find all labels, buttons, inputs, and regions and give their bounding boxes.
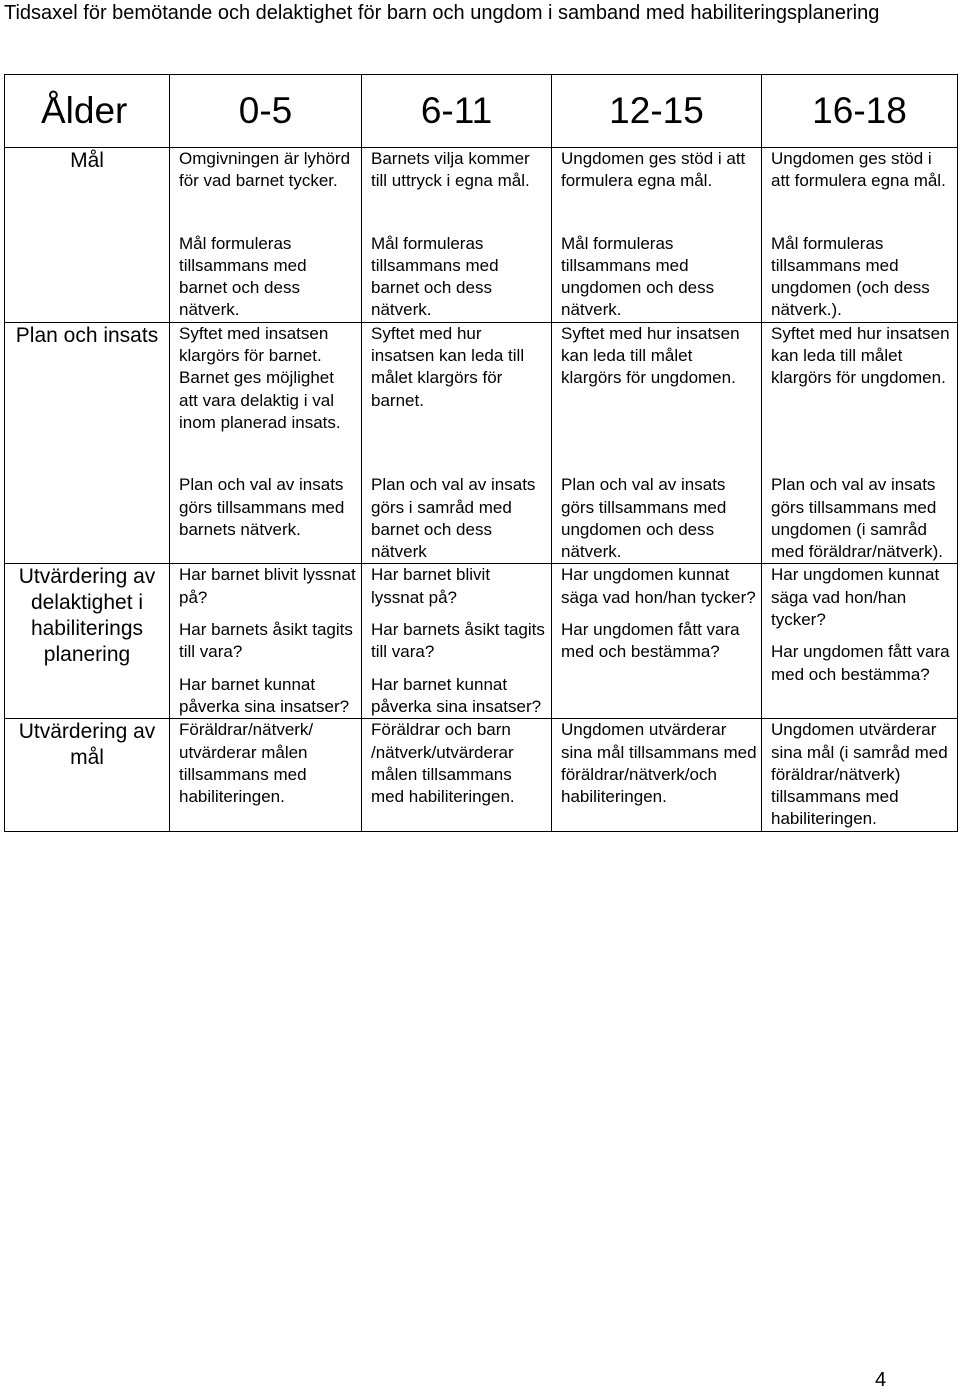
age-column-0-5: 0-5 <box>170 75 362 148</box>
cell-text: Har ungdomen kunnat säga vad hon/han tycker? <box>561 565 756 607</box>
cell-text: Syftet med hur insatsen kan leda till målet klargörs för barnet. <box>371 323 525 410</box>
cell-text: Plan och val av insats görs tillsammans med ungdomen och dess nätverk. <box>561 475 727 562</box>
cell-text: Ungdomen utvärderar sina mål tillsammans med föräldrar/nätverk/och habiliteringen. <box>561 720 757 807</box>
spacer-cell <box>762 434 958 474</box>
section-row-mal <box>5 148 958 193</box>
cell-plan-och-insats-age-3 <box>762 322 958 434</box>
cell-text: Mål formuleras tillsammans med barnet och dess nätverk. <box>371 233 499 320</box>
cell-plan-och-insats-age-2 <box>552 322 762 434</box>
spacer-cell <box>552 434 762 474</box>
cell-text: Föräldrar/nätverk/ utvärderar målen tillsammans med habiliteringen. <box>179 720 314 807</box>
section-row-utvardering-av-delaktighet-i-habiliterings-planering <box>5 564 958 719</box>
section-row-plan-och-insats <box>5 474 958 564</box>
cell-mal-age-3 <box>762 233 958 323</box>
cell-plan-och-insats-age-1 <box>362 322 552 434</box>
cell-text: Föräldrar och barn /nätverk/utvärderar målen tillsammans med habiliteringen. <box>371 720 515 807</box>
cell-text: Mål formuleras tillsammans med ungdomen (och dess nätverk.). <box>771 233 930 320</box>
row-label-mal <box>5 233 170 323</box>
spacer-cell <box>5 434 170 474</box>
table-sections <box>5 148 958 832</box>
cell-plan-och-insats-age-0 <box>170 322 362 434</box>
age-column-16-18: 16-18 <box>762 75 958 148</box>
cell-utvardering-av-mal-age-3 <box>762 719 958 831</box>
cell-text: Syftet med insatsen klargörs för barnet. Barnet ges möjlighet att vara delaktig i val inom planerad insats. <box>179 323 341 432</box>
cell-utvardering-av-delaktighet-i-habiliterings-planering-age-0 <box>170 564 362 719</box>
age-header-row <box>5 75 958 148</box>
cell-mal-age-2 <box>552 148 762 193</box>
cell-text: Omgivningen är lyhörd för vad barnet tycker. <box>179 149 351 191</box>
cell-text: Plan och val av insats görs tillsammans med barnets nätverk. <box>179 475 345 539</box>
cell-text: Har barnets åsikt tagits till vara? <box>179 620 353 662</box>
cell-text: Har barnets åsikt tagits till vara? <box>371 620 545 662</box>
row-label-utvardering-av-delaktighet-i-habiliterings-planering: Utvärdering av delaktighet i habiliterings planering <box>5 564 170 719</box>
row-label-plan-och-insats <box>5 474 170 564</box>
row-label-plan-och-insats: Plan och insats <box>5 322 170 434</box>
cell-plan-och-insats-age-3 <box>762 474 958 564</box>
cell-mal-age-1 <box>362 148 552 193</box>
cell-text: Ungdomen ges stöd i att formulera egna mål. <box>561 149 746 191</box>
cell-text: Har ungdomen fått vara med och bestämma? <box>561 620 740 662</box>
cell-text: Har barnet kunnat påverka sina insatser? <box>371 674 542 716</box>
spacer-cell <box>5 193 170 233</box>
spacer-cell <box>362 434 552 474</box>
cell-text: Syftet med hur insatsen kan leda till målet klargörs för ungdomen. <box>771 323 950 388</box>
row-spacer <box>5 434 958 474</box>
cell-text: Syftet med hur insatsen kan leda till målet klargörs för ungdomen. <box>561 323 740 388</box>
cell-text: Plan och val av insats görs tillsammans med ungdomen (i samråd med föräldrar/nätverk). <box>771 475 943 562</box>
cell-utvardering-av-mal-age-2 <box>552 719 762 831</box>
spacer-cell <box>552 193 762 233</box>
cell-text: Har ungdomen kunnat säga vad hon/han tycker? <box>771 565 940 630</box>
document-title: Tidsaxel för bemötande och delaktighet för barn och ungdom i samband med habiliteringsplanering <box>4 2 880 24</box>
row-spacer <box>5 193 958 233</box>
cell-utvardering-av-delaktighet-i-habiliterings-planering-age-3 <box>762 564 958 719</box>
spacer-cell <box>170 434 362 474</box>
cell-utvardering-av-delaktighet-i-habiliterings-planering-age-1 <box>362 564 552 719</box>
age-column-6-11: 6-11 <box>362 75 552 148</box>
cell-utvardering-av-mal-age-0 <box>170 719 362 831</box>
cell-utvardering-av-mal-age-1 <box>362 719 552 831</box>
age-header-label: Ålder <box>5 75 170 148</box>
age-column-12-15: 12-15 <box>552 75 762 148</box>
cell-mal-age-0 <box>170 148 362 193</box>
spacer-cell <box>362 193 552 233</box>
section-row-mal <box>5 233 958 323</box>
cell-text: Har barnet kunnat påverka sina insatser? <box>179 674 350 716</box>
cell-text: Har ungdomen fått vara med och bestämma? <box>771 642 950 684</box>
cell-text: Mål formuleras tillsammans med ungdomen och dess nätverk. <box>561 233 715 320</box>
page-number: 4 <box>875 1369 887 1391</box>
cell-text: Plan och val av insats görs i samråd med barnet och dess nätverk <box>371 475 536 562</box>
cell-text: Har barnet blivit lyssnat på? <box>179 565 356 607</box>
cell-text: Ungdomen utvärderar sina mål (i samråd med föräldrar/nätverk) tillsammans med habiliteringen. <box>771 720 948 829</box>
cell-plan-och-insats-age-2 <box>552 474 762 564</box>
cell-text: Barnets vilja kommer till uttryck i egna mål. <box>371 149 530 191</box>
cell-mal-age-3 <box>762 148 958 193</box>
cell-text: Har barnet blivit lyssnat på? <box>371 565 491 607</box>
cell-mal-age-2 <box>552 233 762 323</box>
cell-mal-age-0 <box>170 233 362 323</box>
cell-text: Ungdomen ges stöd i att formulera egna mål. <box>771 149 946 191</box>
timeline-table <box>4 74 958 832</box>
cell-utvardering-av-delaktighet-i-habiliterings-planering-age-2 <box>552 564 762 719</box>
spacer-cell <box>762 193 958 233</box>
row-label-utvardering-av-mal: Utvärdering av mål <box>5 719 170 831</box>
section-row-plan-och-insats <box>5 322 958 434</box>
cell-plan-och-insats-age-0 <box>170 474 362 564</box>
cell-text: Mål formuleras tillsammans med barnet och dess nätverk. <box>179 233 307 320</box>
cell-mal-age-1 <box>362 233 552 323</box>
spacer-cell <box>170 193 362 233</box>
row-label-mal: Mål <box>5 148 170 193</box>
section-row-utvardering-av-mal <box>5 719 958 831</box>
cell-plan-och-insats-age-1 <box>362 474 552 564</box>
